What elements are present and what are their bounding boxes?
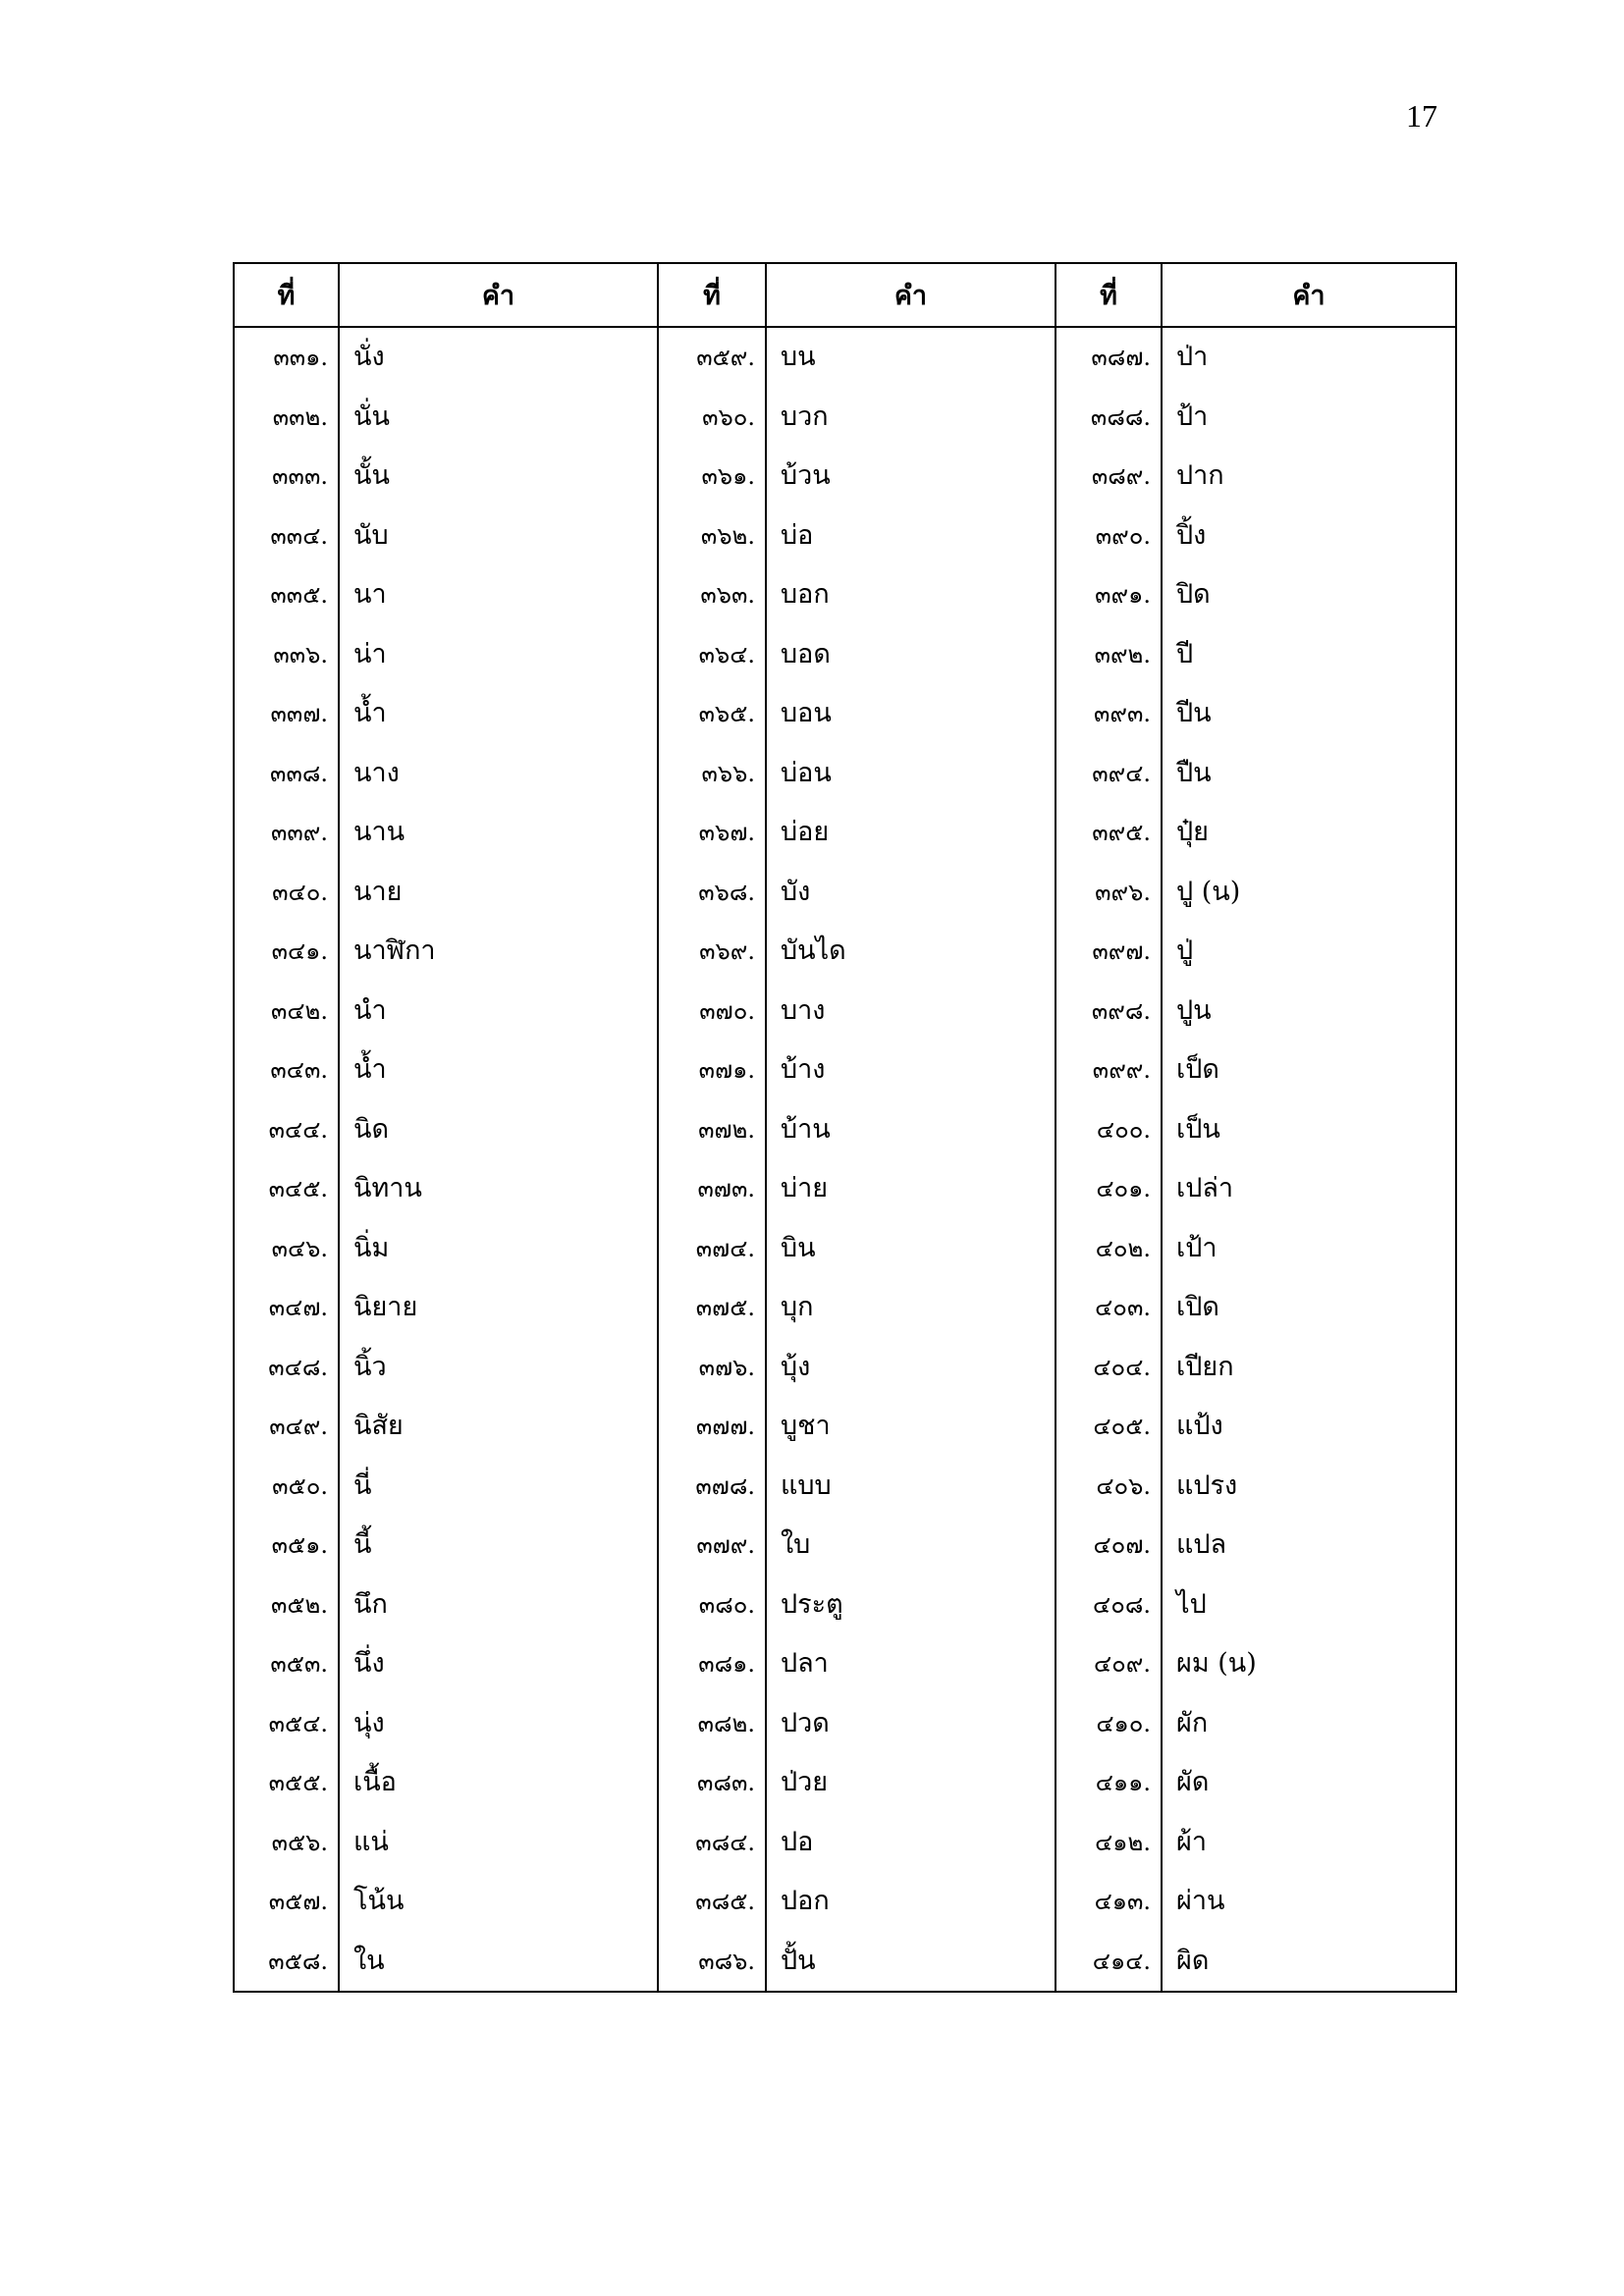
entry-number-col-2: ๓๘๑. [658,1634,766,1694]
entry-word-col-3: แปรง [1162,1457,1456,1517]
entry-word-col-3: เป้า [1162,1219,1456,1279]
entry-number-col-2: ๓๖๔. [658,625,766,685]
entry-number-col-3: ๓๙๖. [1056,863,1162,923]
entry-number-col-3: ๔๐๑. [1056,1159,1162,1219]
entry-word-col-3: แปล [1162,1516,1456,1575]
table-body [234,327,1456,1992]
entry-number-col-3: ๓๙๙. [1056,1041,1162,1100]
entry-word-col-2: บ่อน [766,744,1056,804]
entry-number-col-2: ๓๕๙. [658,327,766,388]
entry-word-col-1: นั่ง [339,327,658,388]
entry-word-col-1: นิด [339,1100,658,1160]
table-row [234,447,1456,507]
entry-number-col-3: ๔๑๑. [1056,1753,1162,1813]
entry-word-col-1: นั้น [339,447,658,507]
entry-word-col-1: นาง [339,744,658,804]
entry-word-col-3: เป็ด [1162,1041,1456,1100]
entry-word-col-2: บ้าน [766,1100,1056,1160]
table-row [234,1041,1456,1100]
entry-number-col-1: ๓๔๔. [234,1100,339,1160]
entry-number-col-3: ๓๙๕. [1056,803,1162,863]
entry-number-col-2: ๓๗๙. [658,1516,766,1575]
entry-number-col-2: ๓๗๒. [658,1100,766,1160]
table-row [234,982,1456,1041]
entry-number-col-3: ๓๙๒. [1056,625,1162,685]
entry-word-col-1: เนื้อ [339,1753,658,1813]
entry-number-col-1: ๓๕๒. [234,1575,339,1635]
table-row [234,922,1456,982]
entry-number-col-1: ๓๕๓. [234,1634,339,1694]
entry-number-col-1: ๓๔๘. [234,1338,339,1398]
header-row [234,263,1456,327]
entry-word-col-3: ปี [1162,625,1456,685]
entry-word-col-3: ผัก [1162,1694,1456,1754]
table-row [234,1159,1456,1219]
table-row [234,507,1456,566]
entry-word-col-1: นา [339,565,658,625]
entry-number-col-2: ๓๘๖. [658,1932,766,1993]
table-row [234,1338,1456,1398]
entry-number-col-1: ๓๕๕. [234,1753,339,1813]
entry-word-col-3: ผ่าน [1162,1872,1456,1932]
entry-word-col-1: นิ้ว [339,1338,658,1398]
entry-word-col-2: บอน [766,684,1056,744]
entry-word-col-3: ปู (น) [1162,863,1456,923]
entry-word-col-2: ปลา [766,1634,1056,1694]
table-row [234,1457,1456,1517]
entry-number-col-1: ๓๓๔. [234,507,339,566]
entry-word-col-2: บน [766,327,1056,388]
table-row [234,1634,1456,1694]
entry-number-col-3: ๓๙๑. [1056,565,1162,625]
table-row [234,1575,1456,1635]
entry-word-col-1: นาย [339,863,658,923]
entry-number-col-1: ๓๕๘. [234,1932,339,1993]
entry-number-col-3: ๔๑๓. [1056,1872,1162,1932]
table-row [234,1516,1456,1575]
entry-number-col-2: ๓๘๒. [658,1694,766,1754]
entry-word-col-2: บาง [766,982,1056,1041]
entry-number-col-1: ๓๕๖. [234,1813,339,1873]
entry-number-col-1: ๓๔๗. [234,1278,339,1338]
entry-number-col-3: ๔๑๔. [1056,1932,1162,1993]
entry-word-col-3: ปีน [1162,684,1456,744]
entry-word-col-2: บัง [766,863,1056,923]
entry-number-col-2: ๓๖๓. [658,565,766,625]
entry-word-col-3: ผิด [1162,1932,1456,1993]
entry-word-col-3: ปูน [1162,982,1456,1041]
entry-word-col-2: บ่าย [766,1159,1056,1219]
entry-word-col-3: เปียก [1162,1338,1456,1398]
entry-number-col-3: ๔๐๗. [1056,1516,1162,1575]
entry-word-col-2: ใบ [766,1516,1056,1575]
entry-number-col-3: ๓๘๙. [1056,447,1162,507]
entry-number-col-3: ๓๙๘. [1056,982,1162,1041]
entry-word-col-3: ผม (น) [1162,1634,1456,1694]
entry-number-col-2: ๓๖๑. [658,447,766,507]
entry-word-col-1: นิสัย [339,1397,658,1457]
entry-number-col-1: ๓๔๓. [234,1041,339,1100]
entry-number-col-1: ๓๔๒. [234,982,339,1041]
entry-word-col-1: โน้น [339,1872,658,1932]
entry-word-col-2: ป่วย [766,1753,1056,1813]
entry-word-col-1: นับ [339,507,658,566]
entry-number-col-1: ๓๕๐. [234,1457,339,1517]
entry-word-col-3: ไป [1162,1575,1456,1635]
entry-number-col-2: ๓๗๖. [658,1338,766,1398]
entry-word-col-2: บอก [766,565,1056,625]
entry-word-col-1: นึก [339,1575,658,1635]
header-word-col-2: คำ [766,263,1056,327]
entry-number-col-2: ๓๘๐. [658,1575,766,1635]
entry-word-col-1: นำ [339,982,658,1041]
entry-number-col-3: ๔๐๓. [1056,1278,1162,1338]
entry-word-col-1: นาฬิกา [339,922,658,982]
entry-number-col-2: ๓๖๒. [658,507,766,566]
entry-word-col-2: บ่อ [766,507,1056,566]
entry-number-col-2: ๓๖๐. [658,388,766,448]
entry-number-col-2: ๓๖๗. [658,803,766,863]
entry-number-col-1: ๓๕๗. [234,1872,339,1932]
entry-number-col-3: ๓๙๗. [1056,922,1162,982]
table-row [234,388,1456,448]
entry-word-col-3: ปิด [1162,565,1456,625]
entry-word-col-2: ประตู [766,1575,1056,1635]
entry-number-col-1: ๓๕๔. [234,1694,339,1754]
entry-word-col-3: ปืน [1162,744,1456,804]
entry-word-col-2: ปอก [766,1872,1056,1932]
entry-word-col-2: บันได [766,922,1056,982]
page-number: 17 [1406,98,1437,133]
entry-word-col-2: บุก [766,1278,1056,1338]
entry-word-col-2: ปั้น [766,1932,1056,1993]
entry-number-col-2: ๓๖๘. [658,863,766,923]
entry-word-col-3: ปาก [1162,447,1456,507]
entry-word-col-1: นึ่ง [339,1634,658,1694]
entry-number-col-3: ๓๙๓. [1056,684,1162,744]
entry-word-col-2: บอด [766,625,1056,685]
entry-number-col-2: ๓๖๖. [658,744,766,804]
header-number-col-3: ที่ [1056,263,1162,327]
entry-word-col-1: นุ่ง [339,1694,658,1754]
entry-number-col-2: ๓๗๓. [658,1159,766,1219]
entry-word-col-2: ปวด [766,1694,1056,1754]
entry-word-col-1: แน่ [339,1813,658,1873]
entry-number-col-2: ๓๗๔. [658,1219,766,1279]
entry-number-col-3: ๔๐๙. [1056,1634,1162,1694]
header-number-col-1: ที่ [234,263,339,327]
table-row [234,1100,1456,1160]
entry-word-col-3: ป้า [1162,388,1456,448]
table-row [234,1753,1456,1813]
entry-number-col-3: ๔๐๕. [1056,1397,1162,1457]
entry-number-col-3: ๔๐๐. [1056,1100,1162,1160]
entry-word-col-2: บ้าง [766,1041,1056,1100]
table-row [234,744,1456,804]
entry-word-col-1: นั่น [339,388,658,448]
entry-word-col-2: บุ้ง [766,1338,1056,1398]
entry-word-col-3: เปล่า [1162,1159,1456,1219]
entry-number-col-1: ๓๔๕. [234,1159,339,1219]
entry-word-col-2: บ่อย [766,803,1056,863]
word-list-table [233,262,1457,1993]
entry-word-col-3: ผ้า [1162,1813,1456,1873]
entry-number-col-2: ๓๗๐. [658,982,766,1041]
entry-number-col-3: ๓๙๔. [1056,744,1162,804]
entry-number-col-1: ๓๓๓. [234,447,339,507]
entry-word-col-1: นาน [339,803,658,863]
entry-word-col-2: แบบ [766,1457,1056,1517]
entry-word-col-3: เปิด [1162,1278,1456,1338]
entry-word-col-2: บิน [766,1219,1056,1279]
entry-number-col-1: ๓๓๗. [234,684,339,744]
entry-word-col-1: น่า [339,625,658,685]
header-number-col-2: ที่ [658,263,766,327]
entry-word-col-1: นิยาย [339,1278,658,1338]
entry-number-col-2: ๓๖๙. [658,922,766,982]
table-row [234,1397,1456,1457]
entry-number-col-1: ๓๓๙. [234,803,339,863]
entry-word-col-3: แป้ง [1162,1397,1456,1457]
entry-word-col-1: น้ำ [339,1041,658,1100]
entry-number-col-3: ๔๑๒. [1056,1813,1162,1873]
entry-word-col-2: บูชา [766,1397,1056,1457]
header-word-col-3: คำ [1162,263,1456,327]
entry-number-col-1: ๓๔๙. [234,1397,339,1457]
entry-number-col-2: ๓๖๕. [658,684,766,744]
entry-number-col-1: ๓๓๒. [234,388,339,448]
entry-word-col-3: ผัด [1162,1753,1456,1813]
entry-number-col-2: ๓๘๕. [658,1872,766,1932]
entry-number-col-1: ๓๔๑. [234,922,339,982]
entry-word-col-2: ปอ [766,1813,1056,1873]
entry-number-col-3: ๓๘๗. [1056,327,1162,388]
entry-number-col-3: ๓๙๐. [1056,507,1162,566]
entry-word-col-3: ปุ๋ย [1162,803,1456,863]
table-row [234,803,1456,863]
entry-number-col-3: ๔๐๖. [1056,1457,1162,1517]
table-row [234,327,1456,388]
table-row [234,1278,1456,1338]
entry-word-col-2: บวก [766,388,1056,448]
entry-number-col-2: ๓๘๓. [658,1753,766,1813]
entry-word-col-1: ใน [339,1932,658,1993]
entry-number-col-2: ๓๗๑. [658,1041,766,1100]
entry-number-col-1: ๓๓๖. [234,625,339,685]
entry-word-col-3: เป็น [1162,1100,1456,1160]
entry-number-col-2: ๓๗๕. [658,1278,766,1338]
table-row [234,565,1456,625]
entry-word-col-1: น้ำ [339,684,658,744]
entry-number-col-3: ๓๘๘. [1056,388,1162,448]
entry-number-col-1: ๓๓๕. [234,565,339,625]
entry-number-col-3: ๔๐๘. [1056,1575,1162,1635]
entry-number-col-1: ๓๓๘. [234,744,339,804]
entry-word-col-1: นี้ [339,1516,658,1575]
entry-word-col-1: นิ่ม [339,1219,658,1279]
entry-number-col-1: ๓๔๐. [234,863,339,923]
table-row [234,1219,1456,1279]
entry-word-col-1: นี่ [339,1457,658,1517]
entry-number-col-3: ๔๐๔. [1056,1338,1162,1398]
entry-word-col-3: ปิ้ง [1162,507,1456,566]
table-row [234,1932,1456,1993]
table-row [234,1694,1456,1754]
table-row [234,1813,1456,1873]
entry-number-col-1: ๓๓๑. [234,327,339,388]
entry-number-col-2: ๓๗๘. [658,1457,766,1517]
entry-word-col-3: ปู่ [1162,922,1456,982]
entry-number-col-3: ๔๑๐. [1056,1694,1162,1754]
table-row [234,684,1456,744]
entry-number-col-2: ๓๗๗. [658,1397,766,1457]
entry-word-col-3: ป่า [1162,327,1456,388]
table-row [234,625,1456,685]
header-word-col-1: คำ [339,263,658,327]
entry-number-col-1: ๓๔๖. [234,1219,339,1279]
table-row [234,863,1456,923]
table-row [234,1872,1456,1932]
entry-number-col-1: ๓๕๑. [234,1516,339,1575]
table-header [234,263,1456,327]
entry-word-col-1: นิทาน [339,1159,658,1219]
entry-number-col-2: ๓๘๔. [658,1813,766,1873]
entry-word-col-2: บ้วน [766,447,1056,507]
entry-number-col-3: ๔๐๒. [1056,1219,1162,1279]
